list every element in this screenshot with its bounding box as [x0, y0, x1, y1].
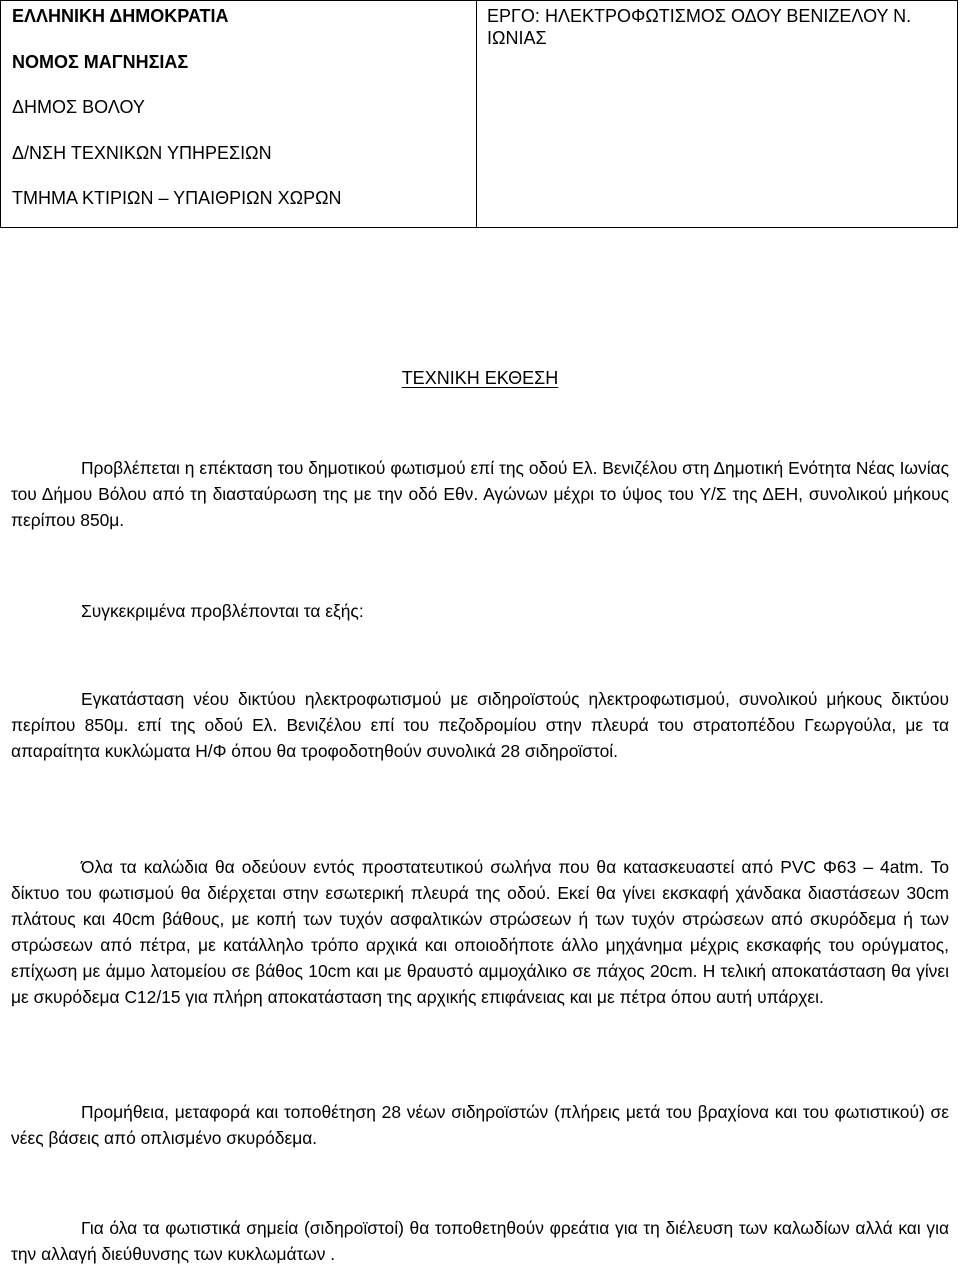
report-title: ΤΕΧΝΙΚΗ ΕΚΘΕΣΗ	[401, 368, 559, 388]
paragraph-cabling-excavation: Όλα τα καλώδια θα οδεύουν εντός προστατευτικού σωλήνα που θα κατασκευαστεί από PVC Φ63 – 4atm. Το δίκτυο του φωτισμού θα διέρχεται στην εσωτερική πλευρά της οδού. Εκεί θα γίνει εκσκαφή χάνδακα διαστάσεων 30cm πλάτους και 40cm βάθους, με κοπή των τυχόν ασφαλτικών στρώσεων ή των τυχόν στρώσεων από σκυρόδεμα ή των στρώσεων από πέτρα, με κατάλληλο τρόπο αρχικά και οποιοδήποτε άλλο μηχάνημα μέχρις εκσκαφής του ορύγματος, επίχωση με άμμο λατομείου σε βάθος 10cm και με θραυστό αμμοχάλικο σε πάχος 20cm. Η τελική αποκατάσταση θα γίνει με σκυρόδεμα C12/15 για πλήρη αποκατάσταση της αρχικής επιφάνειας και με πέτρα όπου αυτή υπάρχει.	[11, 857, 949, 1007]
authority-line-municipality: ΔΗΜΟΣ ΒΟΛΟΥ	[12, 97, 145, 117]
paragraph-manholes: Για όλα τα φωτιστικά σημεία (σιδηροϊστοί) θα τοποθετηθούν φρεάτια για τη διέλευση των καλωδίων αλλά και για την αλλαγή διεύθυνσης των κυκλωμάτων .	[11, 1218, 949, 1264]
paragraph-network-installation: Εγκατάσταση νέου δικτύου ηλεκτροφωτισμού με σιδηροϊστούς ηλεκτροφωτισμού, συνολικού μήκους δικτύου περίπου 850μ. επί της οδού Ελ. Βενιζέλου επί του πεζοδρομίου στην πλευρά του στρατοπέδου Γεωργούλα, με τα απαραίτητα κυκλώματα Η/Φ όπου θα τροφοδοτηθούν συνολικά 28 σιδηροϊστοί.	[11, 689, 949, 761]
authority-line-country: ΕΛΛΗΝΙΚΗ ΔΗΜΟΚΡΑΤΙΑ	[12, 6, 229, 26]
paragraph-specifics-intro: Συγκεκριμένα προβλέπονται τα εξής:	[81, 601, 364, 621]
authority-line-directorate: Δ/ΝΣΗ ΤΕΧΝΙΚΩΝ ΥΠΗΡΕΣΙΩΝ	[12, 142, 272, 163]
project-name: ΗΛΕΚΤΡΟΦΩΤΙΣΜΟΣ ΟΔΟΥ ΒΕΝΙΖΕΛΟΥ Ν. ΙΩΝΙΑΣ	[487, 6, 912, 48]
header-table	[0, 0, 958, 228]
project-label: ΕΡΓΟ:	[487, 6, 540, 26]
authority-line-prefecture: ΝΟΜΟΣ ΜΑΓΝΗΣΙΑΣ	[12, 51, 189, 72]
paragraph-scope: Προβλέπεται η επέκταση του δημοτικού φωτισμού επί της οδού Ελ. Βενιζέλου στη Δημοτική Ενότητα Νέας Ιωνίας του Δήμου Βόλου από τη διασταύρωση της με την οδό Εθν. Αγώνων μέχρι το ύψος του Υ/Σ της ΔΕΗ, συνολικού μήκους περίπου 850μ.	[11, 458, 949, 530]
paragraph-poles-supply: Προμήθεια, μεταφορά και τοποθέτηση 28 νέων σιδηροϊστών (πλήρεις μετά του βραχίονα και του φωτιστικού) σε νέες βάσεις από οπλισμένο σκυρόδεμα.	[11, 1102, 949, 1148]
issuing-authority-block	[1, 1, 477, 227]
project-title	[487, 5, 957, 49]
project-block	[477, 1, 957, 227]
authority-line-department: ΤΜΗΜΑ ΚΤΙΡΙΩΝ – ΥΠΑΙΘΡΙΩΝ ΧΩΡΩΝ	[12, 188, 342, 208]
